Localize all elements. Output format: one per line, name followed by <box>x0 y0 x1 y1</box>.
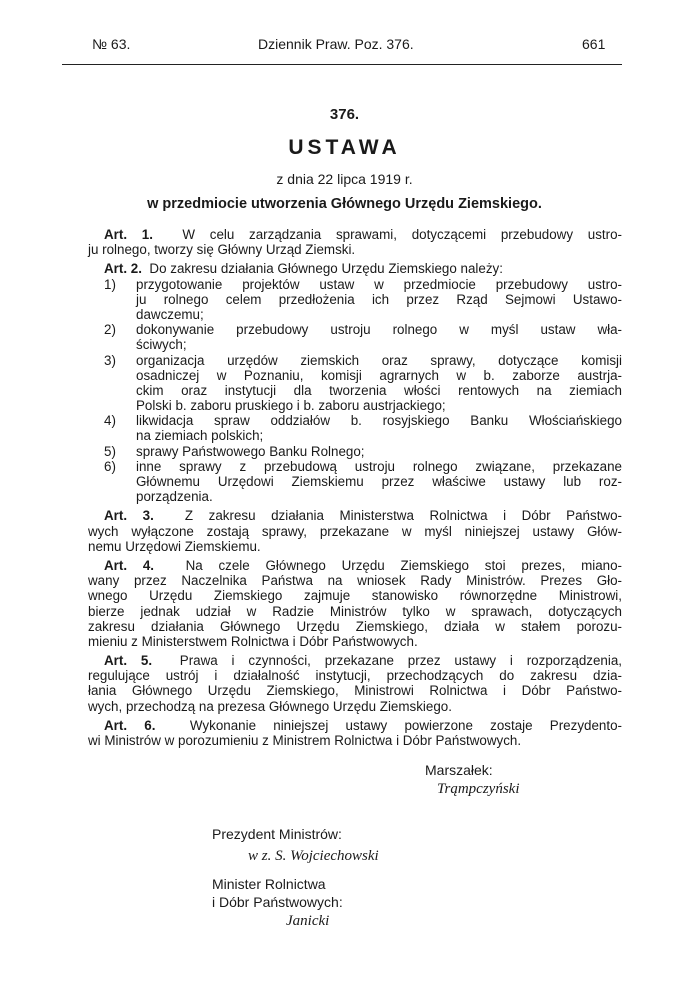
article-text: regulujące ustrój i działalność instytucji, przechodzących do zakresu dzia- <box>88 668 622 684</box>
pm-title: Prezydent Ministrów: <box>212 826 342 842</box>
article-line <box>88 619 622 634</box>
list-item <box>88 322 622 352</box>
article-line <box>88 653 622 668</box>
article <box>88 653 622 714</box>
article-label: Art. 2. <box>104 261 142 277</box>
article <box>88 261 622 504</box>
article-text: ju rolnego, tworzy się Główny Urząd Ziemski. <box>88 242 356 258</box>
article-line <box>88 524 622 539</box>
item-line: inne sprawy z przebudową ustroju rolnego związane, przekazane <box>136 458 622 474</box>
act-title: w przedmiocie utworzenia Głównego Urzędu Ziemskiego. <box>147 196 542 212</box>
article-label: Art. 3. <box>104 508 154 524</box>
item-line: organizacja urzędów ziemskich oraz sprawy, dotyczące komisji <box>136 352 622 368</box>
article-text: Wykonanie niniejszej ustawy powierzone zostaje Prezydento- <box>189 717 622 733</box>
article-line <box>88 242 622 257</box>
article-text: zakresu działania Głównego Urzędu Ziemskiego, działa w stałem porozu- <box>88 618 622 634</box>
article-line <box>88 634 622 649</box>
article-line <box>88 668 622 683</box>
issue-number: № 63. <box>92 36 131 52</box>
article-line <box>88 588 622 603</box>
item-number: 4) <box>104 413 116 429</box>
list-item <box>88 459 622 505</box>
pm-signature: w z. S. Wojciechowski <box>248 848 379 864</box>
item-line: Polski b. zaboru pruskiego i b. zaboru austrjackiego; <box>136 398 446 414</box>
article-label: Art. 5. <box>104 653 153 669</box>
article-label: Art. 4. <box>104 557 155 573</box>
item-text <box>136 322 622 352</box>
list-item <box>88 353 622 414</box>
article-text: bierze jednak udział w Radzie Ministrów tylko w sprawach, dotyczących <box>88 603 622 619</box>
item-number: 6) <box>104 458 116 474</box>
item-text <box>136 413 622 443</box>
marshal-title: Marszałek: <box>425 762 493 778</box>
article-line <box>88 261 622 276</box>
article-line <box>88 699 622 714</box>
item-line: przygotowanie projektów ustaw w przedmiocie przebudowy ustro- <box>136 276 622 292</box>
article-line <box>88 558 622 573</box>
article <box>88 227 622 257</box>
article-label: Art. 6. <box>104 717 156 733</box>
article-text: wych, przechodzą na prezesa Głównego Urzędu Ziemskiego. <box>88 698 452 714</box>
item-line: ściwych; <box>136 337 187 353</box>
item-number: 5) <box>104 443 116 459</box>
act-body <box>88 227 622 752</box>
item-line: dokonywanie przebudowy ustroju rolnego w myśl ustaw wła- <box>136 322 622 338</box>
item-line: ju rolnego celem przedłożenia ich przez Rząd Sejmowi Ustawo- <box>136 291 622 307</box>
item-text <box>136 277 622 323</box>
item-line: osadniczej w Poznaniu, komisji agrarnych w b. zaborze austrja- <box>136 367 622 383</box>
article-text: mieniu z Ministerstwem Rolnictwa i Dóbr Państwowych. <box>88 633 418 649</box>
article-line <box>88 604 622 619</box>
article-line <box>88 539 622 554</box>
article-text: wych wyłączone zostają sprawy, przekazane w myśl niniejszej ustawy Głów- <box>88 523 622 539</box>
minister-title-2: i Dóbr Państwowych: <box>212 894 343 910</box>
header-rule <box>62 64 622 65</box>
article <box>88 558 622 649</box>
minister-signature: Janicki <box>286 913 330 929</box>
article-line <box>88 718 622 733</box>
item-text <box>136 444 622 459</box>
item-line: porządzenia. <box>136 489 213 505</box>
item-line: Głównemu Urzędowi Ziemskiemu przez właściwe ustawy lub roz- <box>136 474 622 490</box>
article-text: Do zakresu działania Głównego Urzędu Ziemskiego należy: <box>149 261 503 277</box>
list-item <box>88 277 622 323</box>
position-number: 376. <box>329 106 360 123</box>
minister-title-1: Minister Rolnictwa <box>212 876 326 892</box>
list-item <box>88 413 622 443</box>
article-text: Na czele Głównego Urzędu Ziemskiego stoi prezes, miano- <box>185 557 622 573</box>
item-number: 1) <box>104 276 116 292</box>
item-line: likwidacja spraw oddziałów b. rosyjskiego Banku Włościańskiego <box>136 413 622 429</box>
article-text: Prawa i czynności, przekazane przez ustawy i rozporządzenia, <box>179 653 622 669</box>
item-line: dawczemu; <box>136 306 204 322</box>
marshal-signature: Trąmpczyński <box>437 781 520 797</box>
act-date: z dnia 22 lipca 1919 r. <box>276 171 413 187</box>
article-text: wnego Urzędu Ziemskiego zajmuje stanowisko równorzędne Ministrowi, <box>88 588 622 604</box>
page-number: 661 <box>582 36 606 52</box>
article-text: wi Ministrów w porozumieniu z Ministrem Rolnictwa i Dóbr Państwowych. <box>88 733 522 749</box>
article-line <box>88 573 622 588</box>
item-line: na ziemiach polskich; <box>136 428 264 444</box>
act-type: USTAWA <box>288 136 401 159</box>
item-text <box>136 459 622 505</box>
item-line: ckim oraz instytucji dla tworzenia włości rentowych na ziemiach <box>136 382 622 398</box>
article-label: Art. 1. <box>104 227 153 242</box>
article-text: nemu Urzędowi Ziemskiemu. <box>88 538 261 554</box>
article-line <box>88 683 622 698</box>
article-line <box>88 733 622 748</box>
article-text: W celu zarządzania sprawami, dotyczącemi przebudowy ustro- <box>182 227 622 242</box>
article-text: Z zakresu działania Ministerstwa Rolnictwa i Dóbr Państwo- <box>184 508 622 524</box>
item-number: 3) <box>104 352 116 368</box>
article-text: wany przez Naczelnika Państwa na wniosek Rady Ministrów. Prezes Gło- <box>88 573 622 589</box>
item-number: 2) <box>104 322 116 338</box>
journal-header: Dziennik Praw. Poz. 376. <box>258 36 414 52</box>
list-item <box>88 444 622 459</box>
article-line <box>88 508 622 523</box>
article-line <box>88 227 622 242</box>
item-line: sprawy Państwowego Banku Rolnego; <box>136 443 365 459</box>
item-text <box>136 353 622 414</box>
article <box>88 718 622 748</box>
article-text: łania Głównego Urzędu Ziemskiego, Ministrowi Rolnictwa i Dóbr Państwo- <box>88 683 622 699</box>
article <box>88 508 622 554</box>
